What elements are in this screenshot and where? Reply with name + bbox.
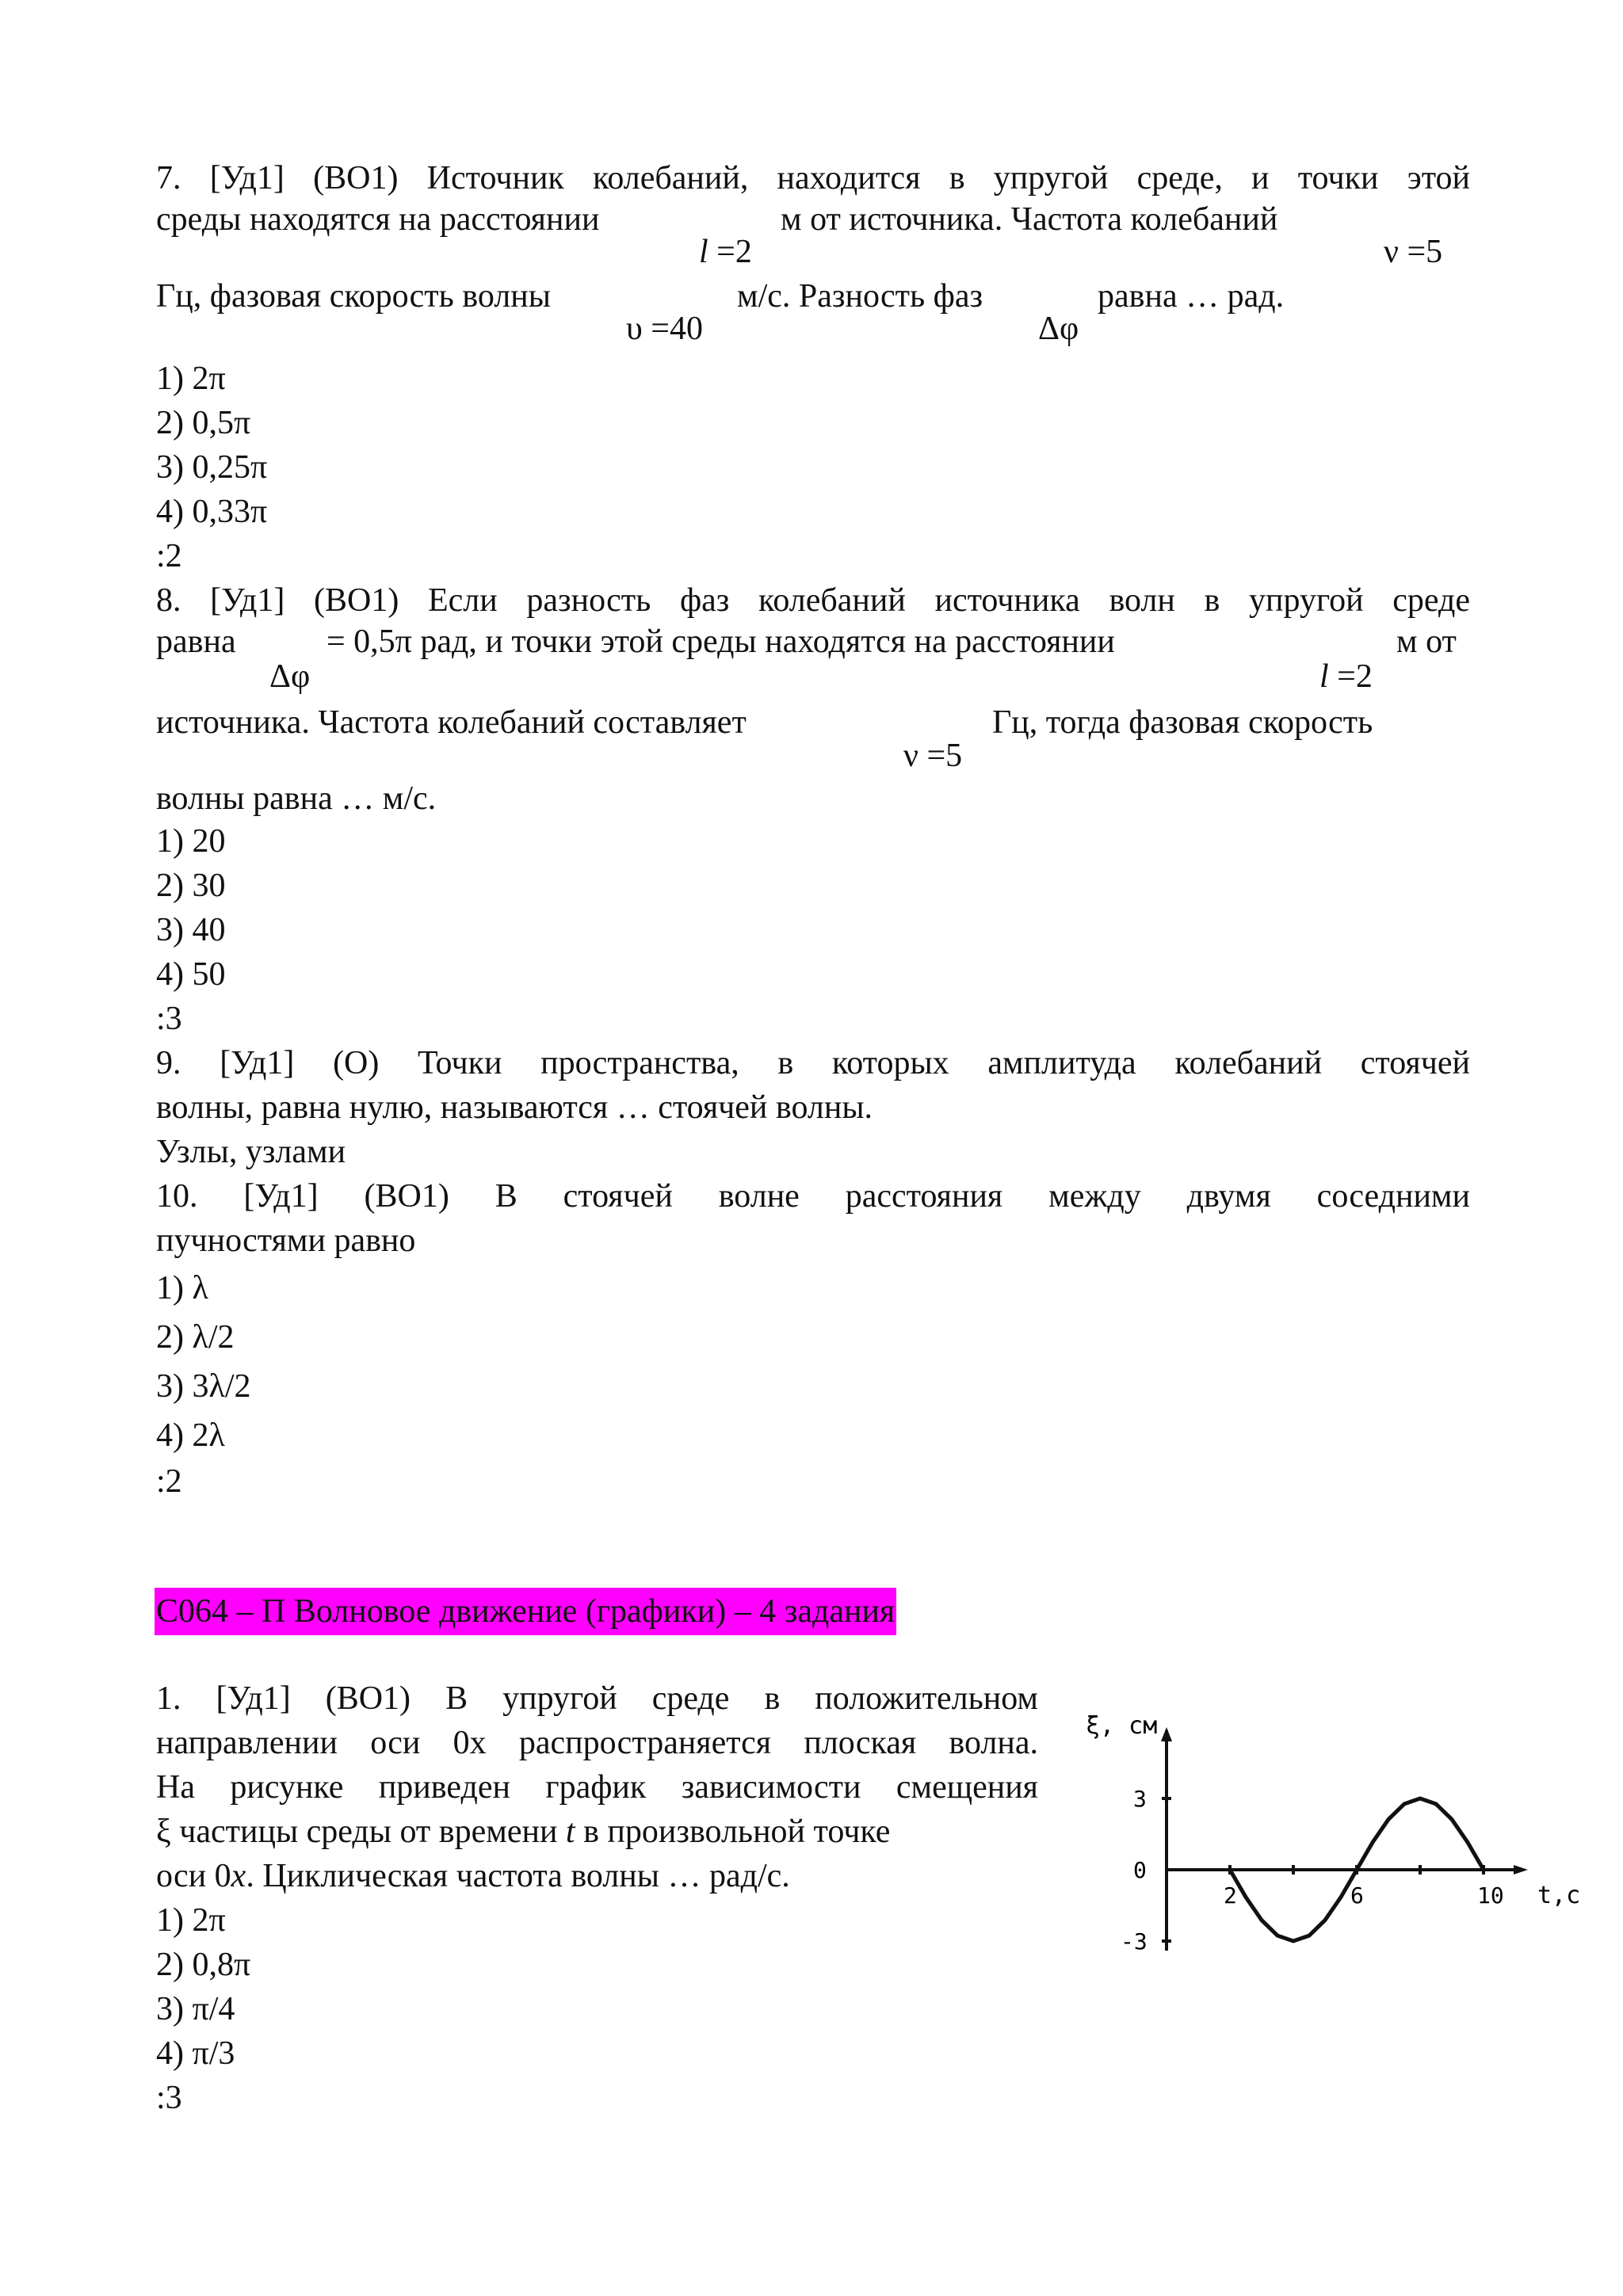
q8-answer: :3 xyxy=(156,1001,182,1037)
x-axis-arrow xyxy=(1514,1865,1528,1875)
section-heading: С064 – П Волновое движение (графики) – 4 задания xyxy=(155,1588,896,1635)
q8-line-3a: источника. Частота колебаний составляет xyxy=(156,704,747,741)
q8-formula-dphi: Δφ xyxy=(269,658,311,695)
q7-option-3: 3) 0,25π xyxy=(156,449,268,486)
q8-option-1: 1) 20 xyxy=(156,823,226,860)
s1-option-3: 3) π/4 xyxy=(156,1991,235,2027)
q10-answer: :2 xyxy=(156,1463,182,1500)
data-point xyxy=(1324,1919,1327,1921)
x-tick-label: 2 xyxy=(1224,1882,1237,1909)
q7-formula-dphi: Δφ xyxy=(1038,311,1079,347)
q7-option-1: 1) 2π xyxy=(156,360,226,397)
q8-option-2: 2) 30 xyxy=(156,868,226,904)
q8-option-3: 3) 40 xyxy=(156,912,226,948)
s1-option-4: 4) π/3 xyxy=(156,2035,235,2072)
q8-formula-l: l =2 xyxy=(1319,658,1373,695)
data-point xyxy=(1483,1869,1485,1871)
q9-line-2: волны, равна нулю, называются … стоячей волны. xyxy=(156,1089,873,1126)
data-point xyxy=(1356,1869,1358,1871)
data-point xyxy=(1419,1798,1422,1800)
s1-answer: :3 xyxy=(156,2080,182,2116)
q8-line-2c: м от xyxy=(1396,624,1457,660)
q7-line-1: 7. [Уд1] (ВО1) Источник колебаний, находится в упругой среде, и точки этой xyxy=(156,160,1470,196)
q9-answer: Узлы, узлами xyxy=(156,1134,346,1170)
data-point xyxy=(1467,1841,1469,1844)
q10-line-1: 10. [Уд1] (ВО1) В стоячей волне расстояния между двумя соседними xyxy=(156,1178,1470,1215)
q7-line-3b: м/с. Разность фаз xyxy=(737,278,983,315)
data-point xyxy=(1245,1896,1247,1898)
data-point xyxy=(1277,1935,1279,1937)
q8-line-2a: равна xyxy=(156,624,236,660)
x-tick-label: 6 xyxy=(1350,1882,1364,1909)
q8-line-1: 8. [Уд1] (ВО1) Если разность фаз колебаний источника волн в упругой среде xyxy=(156,582,1470,619)
x-axis-label: t,c xyxy=(1537,1882,1581,1909)
q9-line-1: 9. [Уд1] (О) Точки пространства, в которых амплитуда колебаний стоячей xyxy=(156,1045,1470,1081)
chart-axes xyxy=(1161,1727,1528,1951)
data-point xyxy=(1293,1940,1295,1943)
data-point xyxy=(1435,1802,1438,1805)
q8-option-4: 4) 50 xyxy=(156,956,226,993)
data-point xyxy=(1261,1919,1263,1921)
q10-option-2: 2) λ/2 xyxy=(156,1319,235,1356)
q7-line-3c: равна … рад. xyxy=(1098,278,1285,315)
y-tick-label: 3 xyxy=(1133,1786,1147,1812)
q8-formula-nu: ν =5 xyxy=(903,738,963,774)
q7-formula-nu: ν =5 xyxy=(1384,234,1443,270)
q10-line-2: пучностями равно xyxy=(156,1222,416,1259)
q7-line-3a: Гц, фазовая скорость волны xyxy=(156,278,551,315)
s1-line-3: На рисунке приведен график зависимости смещения xyxy=(156,1769,1038,1806)
s1-option-1: 1) 2π xyxy=(156,1902,226,1939)
data-point xyxy=(1308,1935,1311,1937)
data-point xyxy=(1229,1869,1232,1871)
q7-formula-l: l =2 xyxy=(699,234,752,270)
displacement-time-chart xyxy=(1078,1695,1585,1965)
s1-option-2: 2) 0,8π xyxy=(156,1947,251,1983)
q8-line-2b: = 0,5π рад, и точки этой среды находятся на расстоянии xyxy=(327,624,1115,660)
data-point xyxy=(1451,1818,1453,1821)
q7-line-2b: м от источника. Частота колебаний xyxy=(781,201,1278,238)
data-point xyxy=(1372,1841,1374,1844)
q10-option-1: 1) λ xyxy=(156,1270,208,1306)
y-axis-arrow xyxy=(1161,1727,1172,1741)
q10-option-3: 3) 3λ/2 xyxy=(156,1368,251,1405)
data-point xyxy=(1340,1896,1342,1898)
y-axis-label: ξ, см xyxy=(1086,1712,1158,1740)
q8-line-4: волны равна … м/с. xyxy=(156,780,437,817)
q10-option-4: 4) 2λ xyxy=(156,1417,225,1454)
q7-option-2: 2) 0,5π xyxy=(156,405,251,441)
s1-line-5: оси 0x. Циклическая частота волны … рад/с. xyxy=(156,1858,790,1894)
data-point xyxy=(1388,1818,1390,1821)
q7-answer: :2 xyxy=(156,538,182,574)
data-point xyxy=(1403,1802,1406,1805)
y-tick-label: 0 xyxy=(1133,1857,1147,1883)
s1-line-2: направлении оси 0x распространяется плоская волна. xyxy=(156,1725,1038,1761)
q7-option-4: 4) 0,33π xyxy=(156,494,268,530)
x-tick-label: 10 xyxy=(1477,1882,1504,1909)
s1-line-4: ξ частицы среды от времени t в произвольной точке xyxy=(156,1814,891,1850)
q7-formula-v: υ =40 xyxy=(626,311,703,347)
y-tick-label: -3 xyxy=(1121,1928,1148,1955)
q8-line-3b: Гц, тогда фазовая скорость xyxy=(992,704,1373,741)
q7-line-2a: среды находятся на расстоянии xyxy=(156,201,600,238)
s1-line-1: 1. [Уд1] (ВО1) В упругой среде в положительном xyxy=(156,1680,1038,1717)
